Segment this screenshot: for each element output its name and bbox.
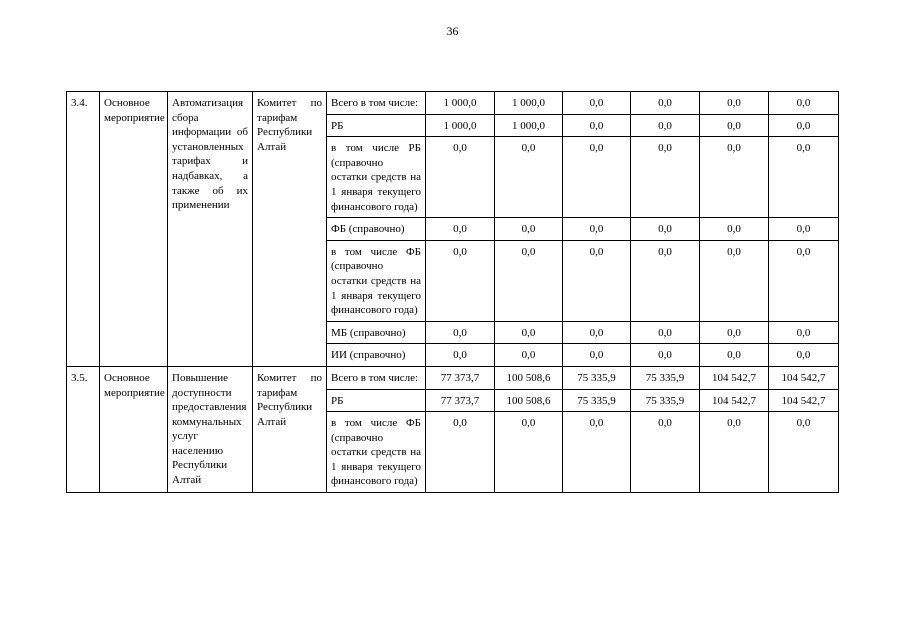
amount-cell: 0,0 [769, 344, 839, 367]
activity-executor: Комитет по тарифам Республики Алтай [253, 92, 327, 367]
amount-cell: 0,0 [426, 218, 495, 241]
amount-cell: 0,0 [769, 218, 839, 241]
amount-cell: 100 508,6 [495, 366, 563, 389]
amount-cell: 0,0 [426, 137, 495, 218]
amount-cell: 0,0 [631, 92, 700, 115]
funding-source-label: Всего в том числе: [327, 92, 426, 115]
activity-name: Повышение доступности предоставления коммунальных услуг населению Республики Алтай [168, 366, 253, 492]
amount-cell: 0,0 [495, 218, 563, 241]
table-row [67, 366, 839, 389]
amount-cell: 104 542,7 [769, 366, 839, 389]
amount-cell: 0,0 [426, 240, 495, 321]
amount-cell: 0,0 [495, 240, 563, 321]
funding-source-label: Всего в том числе: [327, 366, 426, 389]
amount-cell: 0,0 [700, 240, 769, 321]
amount-cell: 0,0 [426, 344, 495, 367]
amount-cell: 104 542,7 [700, 366, 769, 389]
amount-cell: 0,0 [700, 92, 769, 115]
page-number: 36 [446, 24, 459, 38]
budget-table [66, 91, 839, 493]
amount-cell: 0,0 [769, 137, 839, 218]
amount-cell: 0,0 [631, 240, 700, 321]
amount-cell: 0,0 [700, 321, 769, 344]
amount-cell: 0,0 [769, 321, 839, 344]
amount-cell: 104 542,7 [700, 389, 769, 412]
funding-source-label: РБ [327, 114, 426, 137]
amount-cell: 0,0 [563, 344, 631, 367]
amount-cell: 75 335,9 [563, 366, 631, 389]
amount-cell: 77 373,7 [426, 366, 495, 389]
amount-cell: 0,0 [631, 114, 700, 137]
funding-source-label: ИИ (справочно) [327, 344, 426, 367]
amount-cell: 0,0 [563, 114, 631, 137]
amount-cell: 0,0 [563, 412, 631, 493]
funding-source-label: в том числе ФБ (справочно остатки средств на 1 января текущего финансового года) [327, 412, 426, 493]
amount-cell: 0,0 [495, 344, 563, 367]
amount-cell: 77 373,7 [426, 389, 495, 412]
table-body [67, 92, 839, 493]
amount-cell: 0,0 [631, 412, 700, 493]
amount-cell: 0,0 [700, 412, 769, 493]
amount-cell: 0,0 [769, 114, 839, 137]
amount-cell: 0,0 [563, 240, 631, 321]
amount-cell: 75 335,9 [631, 389, 700, 412]
activity-code: 3.5. [67, 366, 100, 492]
activity-name: Автоматизация сбора информации об установленных тарифах и надбавках, а также об их применении [168, 92, 253, 367]
amount-cell: 0,0 [563, 321, 631, 344]
funding-source-label: ФБ (справочно) [327, 218, 426, 241]
amount-cell: 0,0 [426, 321, 495, 344]
amount-cell: 0,0 [700, 114, 769, 137]
amount-cell: 0,0 [769, 412, 839, 493]
amount-cell: 100 508,6 [495, 389, 563, 412]
amount-cell: 1 000,0 [426, 92, 495, 115]
amount-cell: 0,0 [495, 412, 563, 493]
amount-cell: 0,0 [563, 137, 631, 218]
amount-cell: 0,0 [495, 137, 563, 218]
amount-cell: 75 335,9 [631, 366, 700, 389]
amount-cell: 0,0 [631, 218, 700, 241]
amount-cell: 104 542,7 [769, 389, 839, 412]
amount-cell: 0,0 [631, 321, 700, 344]
funding-source-label: РБ [327, 389, 426, 412]
funding-source-label: в том числе ФБ (справочно остатки средств на 1 января текущего финансового года) [327, 240, 426, 321]
activity-code: 3.4. [67, 92, 100, 367]
funding-source-label: в том числе РБ (справочно остатки средств на 1 января текущего финансового года) [327, 137, 426, 218]
amount-cell: 0,0 [769, 240, 839, 321]
amount-cell: 0,0 [769, 92, 839, 115]
amount-cell: 0,0 [495, 321, 563, 344]
amount-cell: 1 000,0 [426, 114, 495, 137]
amount-cell: 0,0 [426, 412, 495, 493]
activity-executor: Комитет по тарифам Республики Алтай [253, 366, 327, 492]
activity-type: Основное мероприятие [100, 366, 168, 492]
table-row [67, 92, 839, 115]
activity-type: Основное мероприятие [100, 92, 168, 367]
amount-cell: 0,0 [563, 92, 631, 115]
amount-cell: 1 000,0 [495, 92, 563, 115]
amount-cell: 0,0 [631, 137, 700, 218]
amount-cell: 0,0 [700, 137, 769, 218]
amount-cell: 0,0 [700, 344, 769, 367]
amount-cell: 75 335,9 [563, 389, 631, 412]
amount-cell: 0,0 [631, 344, 700, 367]
amount-cell: 1 000,0 [495, 114, 563, 137]
funding-source-label: МБ (справочно) [327, 321, 426, 344]
amount-cell: 0,0 [700, 218, 769, 241]
amount-cell: 0,0 [563, 218, 631, 241]
